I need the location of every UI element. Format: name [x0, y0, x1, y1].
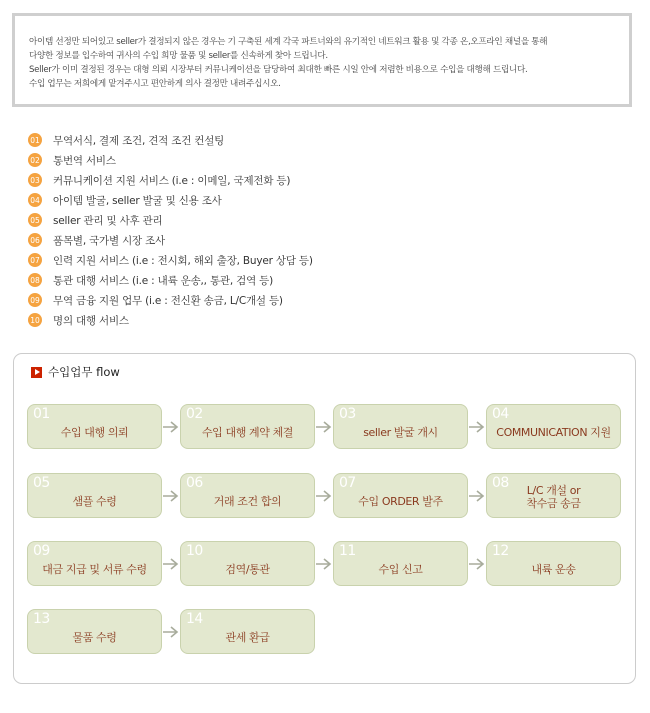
service-label: 품목별, 국가별 시장 조사: [53, 234, 165, 247]
step-number: 14: [186, 611, 203, 627]
service-label: 커뮤니케이션 지원 서비스 (i.e : 이메일, 국제전화 등): [53, 174, 291, 187]
arrow-right-icon: [315, 489, 332, 503]
flow-step-02: [180, 404, 315, 449]
service-label: 통번역 서비스: [53, 154, 116, 167]
arrow-right-icon: [315, 557, 332, 571]
step-number: 05: [33, 475, 50, 491]
step-number: 12: [492, 543, 509, 559]
number-badge: 05: [28, 213, 42, 227]
number-badge: 03: [28, 173, 42, 187]
service-item: [28, 230, 313, 250]
flow-step-10: [180, 541, 315, 586]
service-label: 통관 대행 서비스 (i.e : 내륙 운송,, 통관, 검역 등): [53, 274, 273, 287]
service-label: 무역서식, 결제 조건, 견적 조건 컨설팅: [53, 134, 225, 147]
step-label: 대금 지급 및 서류 수령: [42, 563, 147, 576]
step-number: 02: [186, 406, 203, 422]
flow-step-01: [27, 404, 162, 449]
service-list: [28, 130, 313, 330]
flow-step-04: [486, 404, 621, 449]
arrow-right-icon: [468, 557, 485, 571]
intro-line: 다양한 정보를 입수하여 귀사의 수입 희망 물품 및 seller를 신속하게 찾아 드립니다.: [29, 51, 328, 61]
step-label: COMMUNICATION 지원: [496, 426, 611, 439]
step-number: 08: [492, 475, 509, 491]
arrow-right-icon: [468, 489, 485, 503]
arrow-right-icon: [162, 489, 179, 503]
step-label: L/C 개설 or 착수금 송금: [526, 484, 581, 510]
step-number: 04: [492, 406, 509, 422]
step-label: 내륙 운송: [531, 563, 576, 576]
intro-line: Seller가 이미 결정된 경우는 대형 의뢰 시장부터 커뮤니케이션을 담당하여 최대한 빠른 시일 안에 저렴한 비용으로 수입을 대행해 드립니다.: [29, 65, 528, 75]
step-label: 관세 환급: [225, 631, 270, 644]
step-label: seller 발굴 개시: [363, 426, 438, 439]
intro-line: 수입 업무는 저희에게 맡겨주시고 편안하게 의사 결정만 내려주십시오.: [29, 79, 281, 89]
flow-panel: [13, 353, 636, 684]
flow-step-09: [27, 541, 162, 586]
step-label: 수입 ORDER 발주: [358, 495, 443, 508]
number-badge: 10: [28, 313, 42, 327]
flow-step-13: [27, 609, 162, 654]
service-label: 명의 대행 서비스: [53, 314, 129, 327]
arrow-right-icon: [162, 420, 179, 434]
service-label: 무역 금융 지원 업무 (i.e : 전신환 송금, L/C개설 등): [53, 294, 283, 307]
number-badge: 06: [28, 233, 42, 247]
service-item: [28, 290, 313, 310]
service-item: [28, 250, 313, 270]
service-label: 인력 지원 서비스 (i.e : 전시회, 해외 출장, Buyer 상담 등): [53, 254, 313, 267]
flow-heading: [31, 364, 120, 380]
service-item: [28, 150, 313, 170]
flow-step-05: [27, 473, 162, 518]
intro-line: 아이템 선정만 되어있고 seller가 결정되지 않은 경우는 기 구축된 세계 각국 파트너와의 유기적인 네트워크 활용 및 각종 온,오프라인 채널을 통해: [29, 37, 548, 47]
number-badge: 07: [28, 253, 42, 267]
step-label: 수입 신고: [378, 563, 423, 576]
service-item: [28, 190, 313, 210]
number-badge: 09: [28, 293, 42, 307]
flow-step-03: [333, 404, 468, 449]
step-number: 01: [33, 406, 50, 422]
step-number: 06: [186, 475, 203, 491]
service-item: [28, 210, 313, 230]
step-label: 샘플 수령: [72, 495, 117, 508]
step-number: 13: [33, 611, 50, 627]
flow-step-11: [333, 541, 468, 586]
service-item: [28, 170, 313, 190]
service-label: 아이템 발굴, seller 발굴 및 신용 조사: [53, 194, 222, 207]
service-item: [28, 270, 313, 290]
service-label: seller 관리 및 사후 관리: [53, 214, 163, 227]
step-number: 10: [186, 543, 203, 559]
number-badge: 01: [28, 133, 42, 147]
step-label: 물품 수령: [72, 631, 117, 644]
number-badge: 02: [28, 153, 42, 167]
flow-step-12: [486, 541, 621, 586]
flow-title: 수입업무 flow: [48, 365, 120, 379]
step-label: 수입 대행 계약 체결: [201, 426, 294, 439]
arrow-right-icon: [162, 625, 179, 639]
step-label: 검역/통관: [225, 563, 270, 576]
step-number: 11: [339, 543, 356, 559]
step-label: 수입 대행 의뢰: [60, 426, 129, 439]
arrow-right-icon: [315, 420, 332, 434]
step-label: 거래 조건 합의: [213, 495, 282, 508]
service-item: [28, 130, 313, 150]
intro-box: [12, 13, 632, 107]
step-number: 07: [339, 475, 356, 491]
play-icon: [31, 367, 42, 378]
number-badge: 04: [28, 193, 42, 207]
flow-step-06: [180, 473, 315, 518]
flow-step-08: [486, 473, 621, 518]
flow-step-07: [333, 473, 468, 518]
number-badge: 08: [28, 273, 42, 287]
step-number: 03: [339, 406, 356, 422]
flow-step-14: [180, 609, 315, 654]
step-number: 09: [33, 543, 50, 559]
arrow-right-icon: [468, 420, 485, 434]
service-item: [28, 310, 313, 330]
arrow-right-icon: [162, 557, 179, 571]
